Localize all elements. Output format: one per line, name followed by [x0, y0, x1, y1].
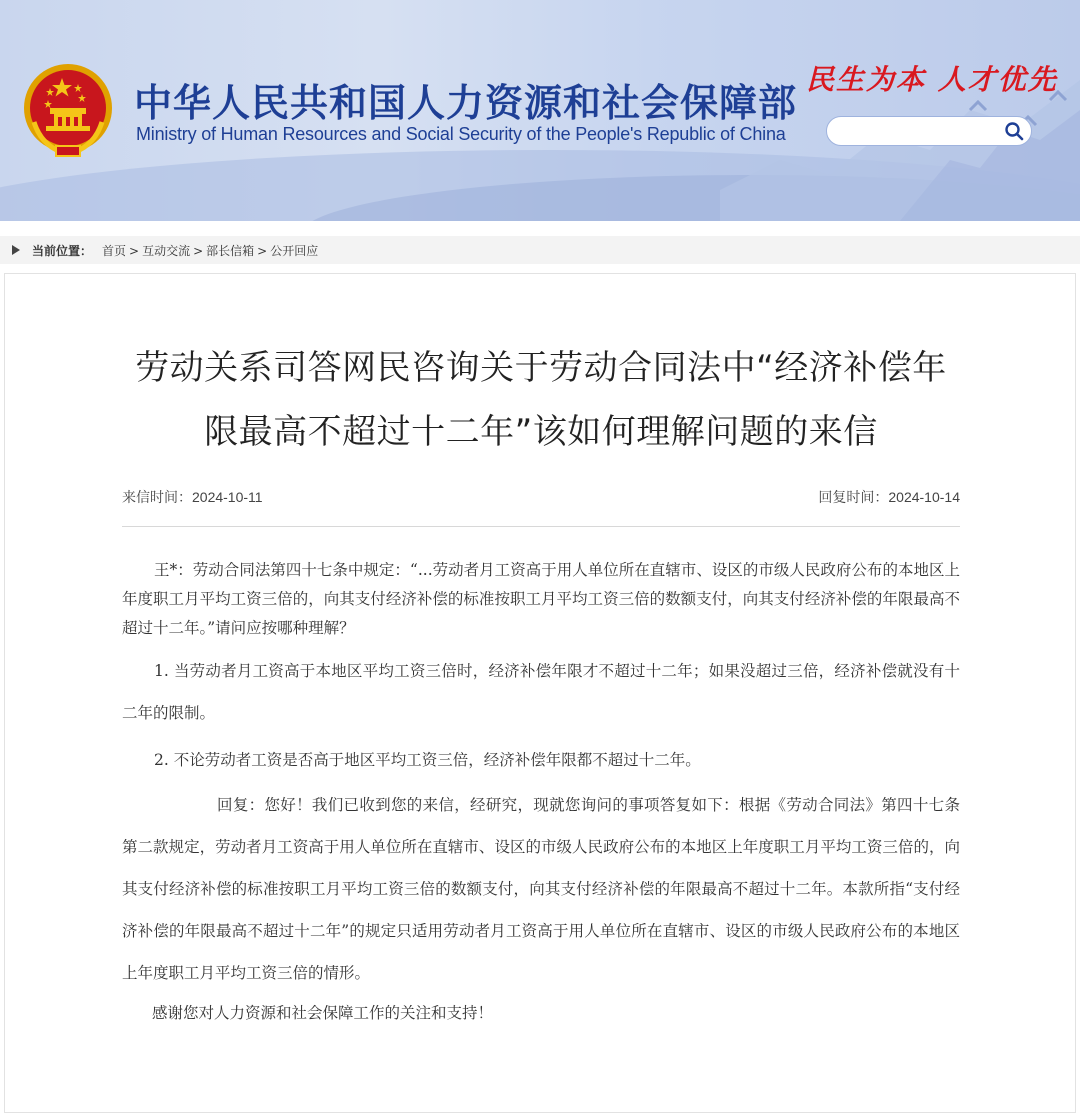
- header-banner: [0, 0, 1080, 221]
- reply-paragraph: 回复：您好！我们已收到您的来信，经研究，现就您询问的事项答复如下：根据《劳动合同法》第四十七条第二款规定，劳动者月工资高于用人单位所在直辖市、设区的市级人民政府公布的本地区上年度职工月平均工资三倍的，向其支付经济补偿的标准按职工月平均工资三倍的数额支付，向其支付经济补偿的年限最高不超过十二年。本款所指“支付经济补偿的年限最高不超过十二年”的规定只适用劳动者月工资高于用人单位所在直辖市、设区的市级人民政府公布的本地区上年度职工月平均工资三倍的情形。: [122, 796, 960, 982]
- reply-time-label: 回复时间：: [818, 490, 889, 506]
- option-2-paragraph: 2. 不论劳动者工资是否高于地区平均工资三倍，经济补偿年限都不超过十二年。: [154, 751, 701, 769]
- breadcrumb: [0, 236, 1080, 264]
- breadcrumb-separator: >: [193, 244, 204, 258]
- reply-time-value: 2024-10-14: [888, 489, 960, 505]
- option-1-paragraph: 1. 当劳动者月工资高于本地区平均工资三倍时，经济补偿年限才不超过十二年；如果没超过三倍，经济补偿就没有十二年的限制。: [122, 662, 960, 722]
- breadcrumb-interaction-link[interactable]: 互动交流: [142, 244, 191, 258]
- breadcrumb-arrow-icon: [12, 245, 20, 255]
- site-title-en: Ministry of Human Resources and Social Security of the People's Republic of China: [136, 124, 786, 144]
- breadcrumb-home-link[interactable]: 首页: [102, 244, 127, 258]
- question-paragraph: 王*：劳动合同法第四十七条中规定：“...劳动者月工资高于用人单位所在直辖市、设区的市级人民政府公布的本地区上年度职工月平均工资三倍的，向其支付经济补偿的标准按职工月平均工资三倍的数额支付，向其支付经济补偿的年限最高不超过十二年。”请问应按哪种理解？: [122, 561, 960, 637]
- breadcrumb-separator: >: [129, 244, 140, 258]
- site-title-cn: 中华人民共和国人力资源和社会保障部: [134, 81, 798, 125]
- search-input[interactable]: [837, 121, 1001, 143]
- divider: [122, 526, 960, 527]
- breadcrumb-public-reply-link[interactable]: 公开回应: [270, 244, 319, 258]
- breadcrumb-label: 当前位置：: [32, 244, 93, 258]
- breadcrumb-separator: >: [257, 244, 268, 258]
- article-title: 劳动关系司答网民咨询关于劳动合同法中“经济补偿年限最高不超过十二年”该如何理解问题的来信: [135, 348, 947, 452]
- breadcrumb-links: [102, 242, 318, 259]
- site-slogan: 民生为本 人才优先: [806, 63, 1058, 96]
- reply-time: [818, 487, 960, 507]
- letter-time-value: 2024-10-11: [192, 489, 263, 505]
- letter-time: [122, 487, 263, 507]
- national-emblem-icon: [22, 62, 114, 158]
- search-box: [826, 116, 1032, 146]
- thanks-paragraph: 感谢您对人力资源和社会保障工作的关注和支持！: [152, 1004, 494, 1022]
- letter-time-label: 来信时间：: [122, 490, 192, 506]
- search-icon[interactable]: [1003, 120, 1025, 142]
- breadcrumb-mailbox-link[interactable]: 部长信箱: [206, 244, 255, 258]
